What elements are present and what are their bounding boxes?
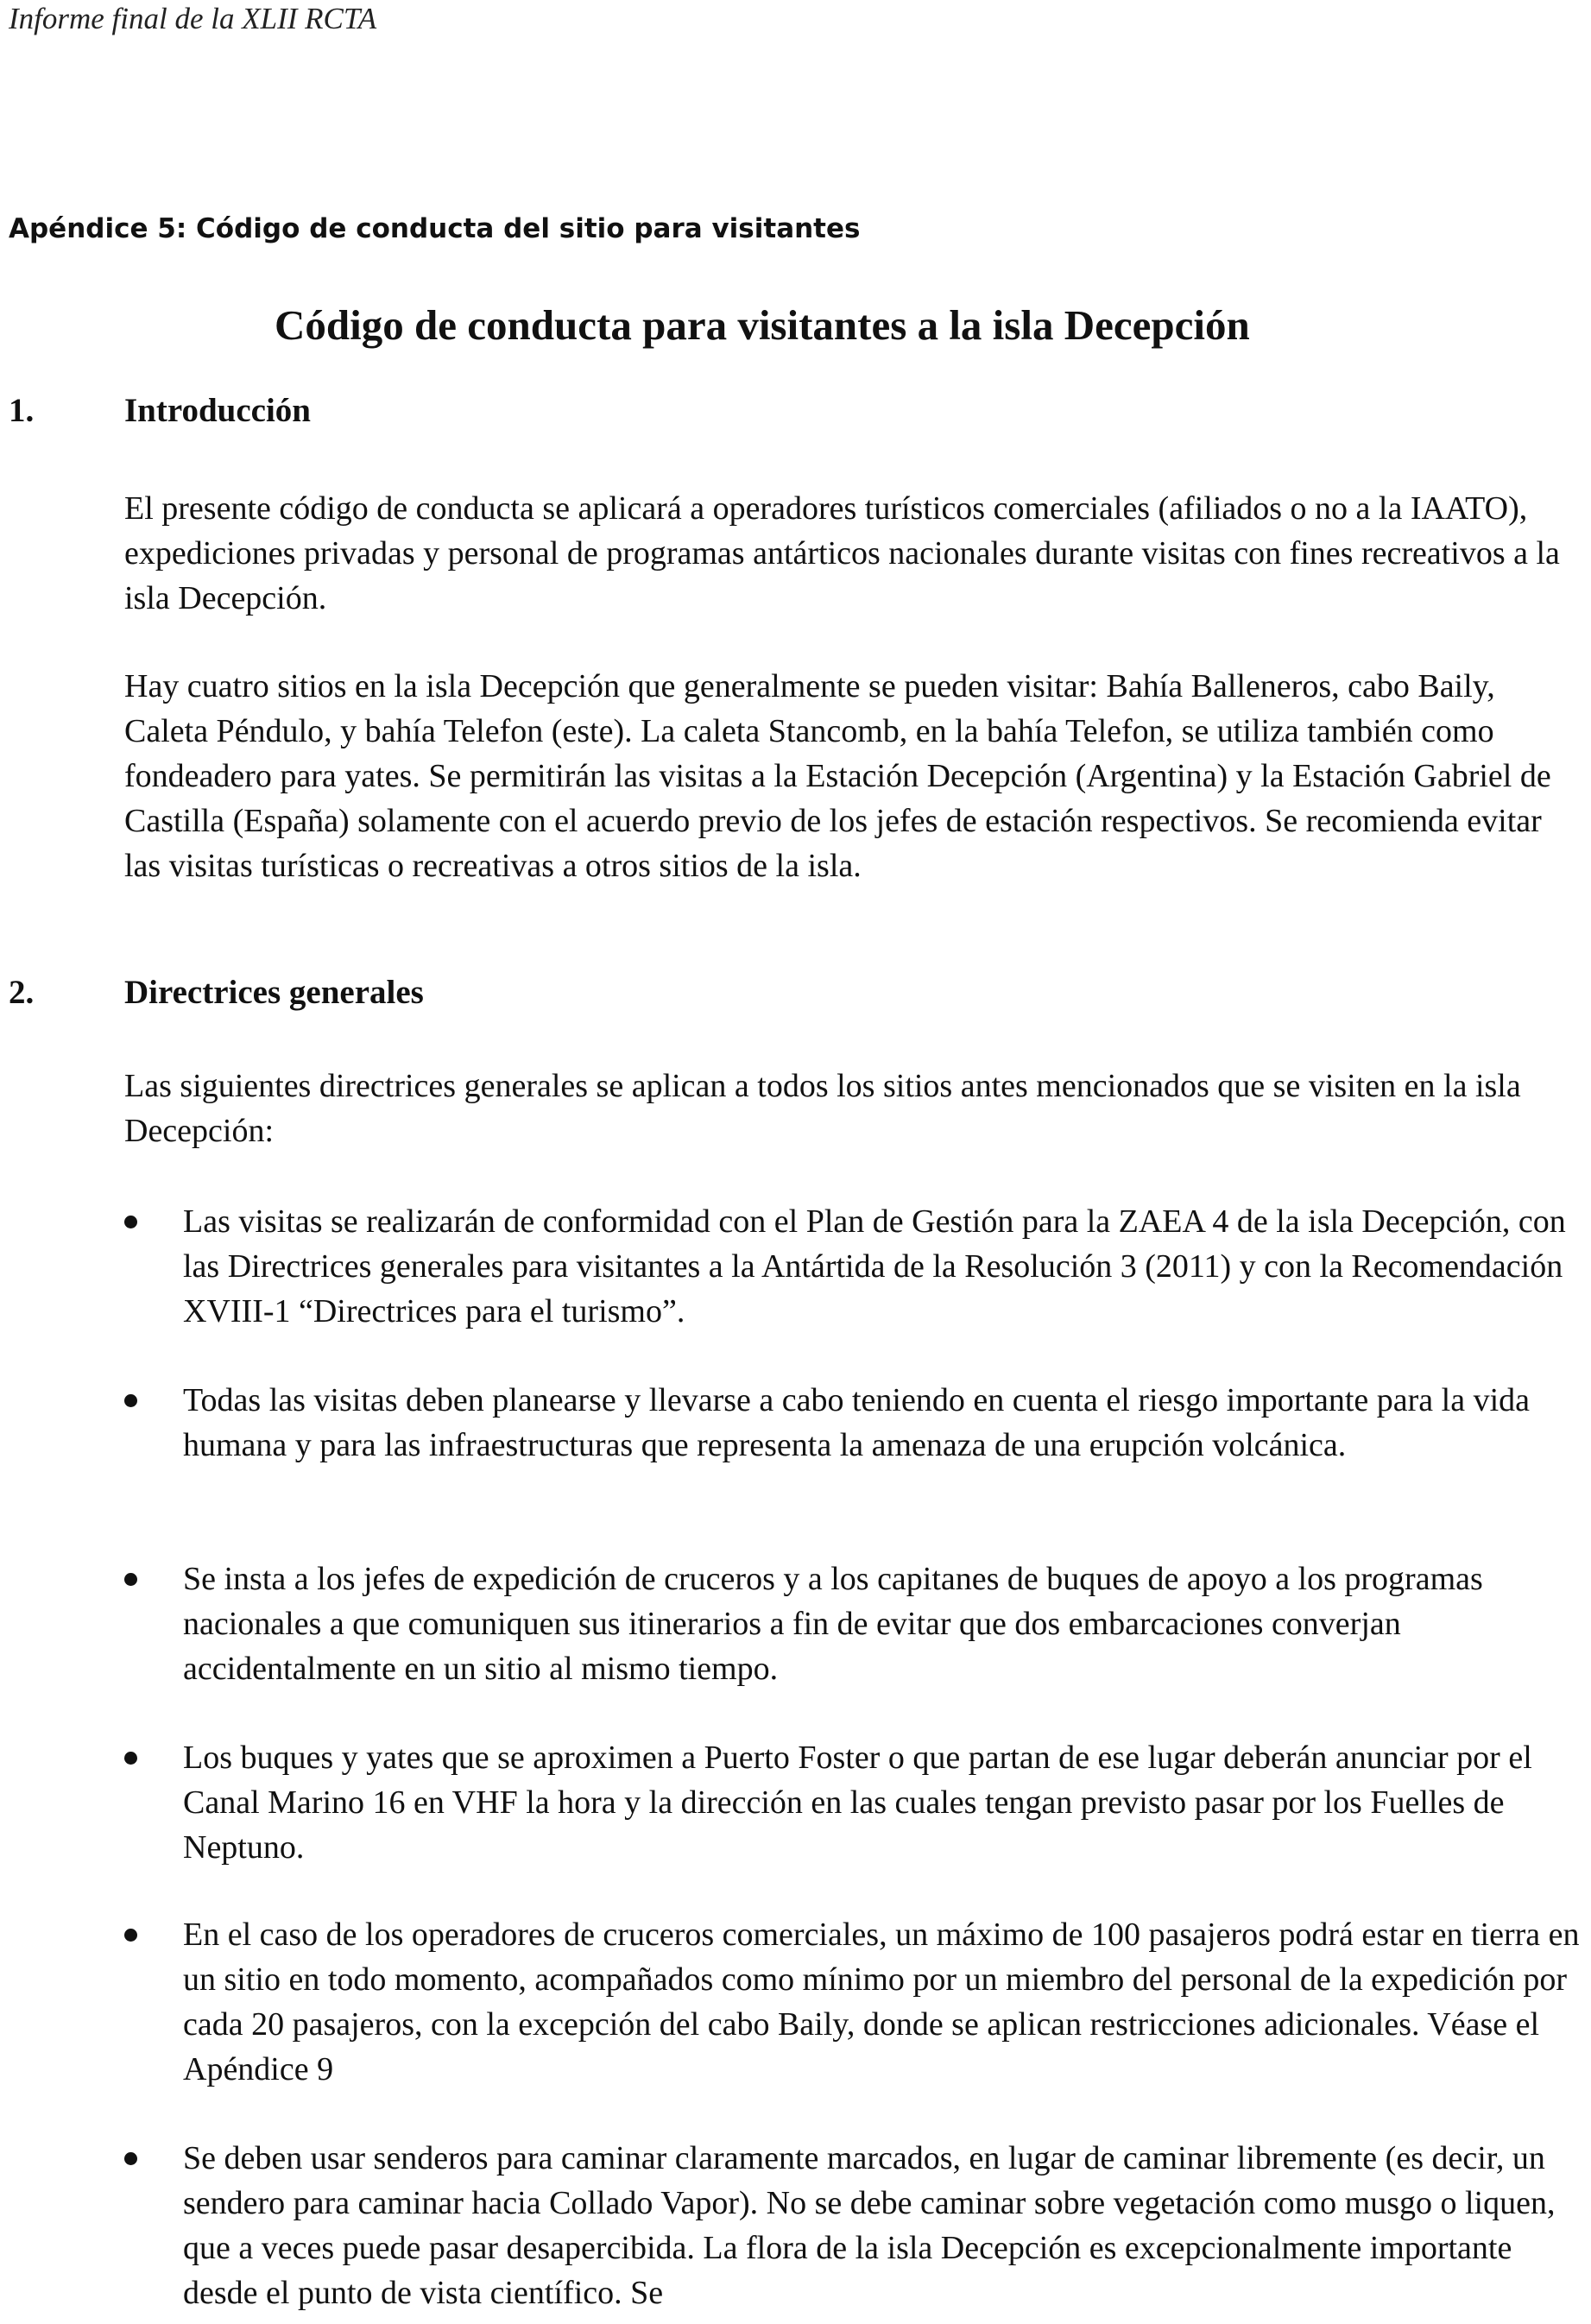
list-item-text: Todas las visitas deben planearse y llevarse a cabo teniendo en cuenta el riesgo importante para la vida humana y para las infraestructuras que representa la amenaza de una erupción volcánica. [183, 1382, 1531, 1463]
bullet-icon [124, 1216, 137, 1228]
list-item-text: Se deben usar senderos para caminar claramente marcados, en lugar de caminar libremente (es decir, un sendero para caminar hacia Collado Vapor). No se debe caminar sobre vegetación como musgo o liquen, que a veces puede pasar desapercibida. La flora de la isla Decepción es excepcionalmente importante desde el punto de vista científico. Se [183, 2140, 1556, 2311]
bullet-icon [124, 1929, 137, 1942]
section-title: Introducción [124, 392, 311, 429]
running-header: Informe final de la XLII RCTA [9, 2, 377, 35]
list-item-text: Los buques y yates que se aproximen a Puerto Foster o que partan de ese lugar deberán anunciar por el Canal Marino 16 en VHF la hora y la dirección en las cuales tengan previsto pasar por los Fuelles de Neptuno. [183, 1740, 1532, 1866]
section-title: Directrices generales [124, 974, 424, 1011]
document-title: Código de conducta para visitantes a la isla Decepción [275, 301, 1250, 349]
appendix-title: Apéndice 5: Código de conducta del sitio para visitantes [9, 213, 861, 244]
bullet-icon [124, 1573, 137, 1586]
list-item-text: Las visitas se realizarán de conformidad con el Plan de Gestión para la ZAEA 4 de la isla Decepción, con las Directrices generales para visitantes a la Antártida de la Resolución 3 (2011) y con la Recomendación XVIII-1 “Directrices para el turismo”. [183, 1203, 1566, 1329]
list-item-text: Se insta a los jefes de expedición de cruceros y a los capitanes de buques de apoyo a los programas nacionales a que comuniquen sus itinerarios a fin de evitar que dos embarcaciones converjan accidentalmente en un sitio al mismo tiempo. [183, 1561, 1483, 1687]
bullet-icon [124, 2152, 137, 2165]
paragraph-intro-2: Hay cuatro sitios en la isla Decepción que generalmente se pueden visitar: Bahía Balleneros, cabo Baily, Caleta Péndulo, y bahía Telefon (este). La caleta Stancomb, en la bahía Telefon, se utiliza también como fondeadero para yates. Se permitirán las visitas a la Estación Decepción (Argentina) y la Estación Gabriel de Castilla (España) solamente con el acuerdo previo de los jefes de estación respectivos. Se recomienda evitar las visitas turísticas o recreativas a otros sitios de la isla. [124, 668, 1551, 884]
paragraph-directrices-intro: Las siguientes directrices generales se aplican a todos los sitios antes mencionados que se visiten en la isla Decepción: [124, 1068, 1521, 1149]
section-number: 1. [9, 392, 35, 429]
bullet-icon [124, 1394, 137, 1407]
paragraph-intro-1: El presente código de conducta se aplicará a operadores turísticos comerciales (afiliados o no a la IAATO), expediciones privadas y personal de programas antárticos nacionales durante visitas con fines recreativos a la isla Decepción. [124, 490, 1560, 616]
bullet-icon [124, 1752, 137, 1765]
section-number: 2. [9, 974, 35, 1011]
list-item-text: En el caso de los operadores de cruceros comerciales, un máximo de 100 pasajeros podrá estar en tierra en un sitio en todo momento, acompañados como mínimo por un miembro del personal de la expedición por cada 20 pasajeros, con la excepción del cabo Baily, donde se aplican restricciones adicionales. Véase el Apéndice 9 [183, 1917, 1580, 2087]
